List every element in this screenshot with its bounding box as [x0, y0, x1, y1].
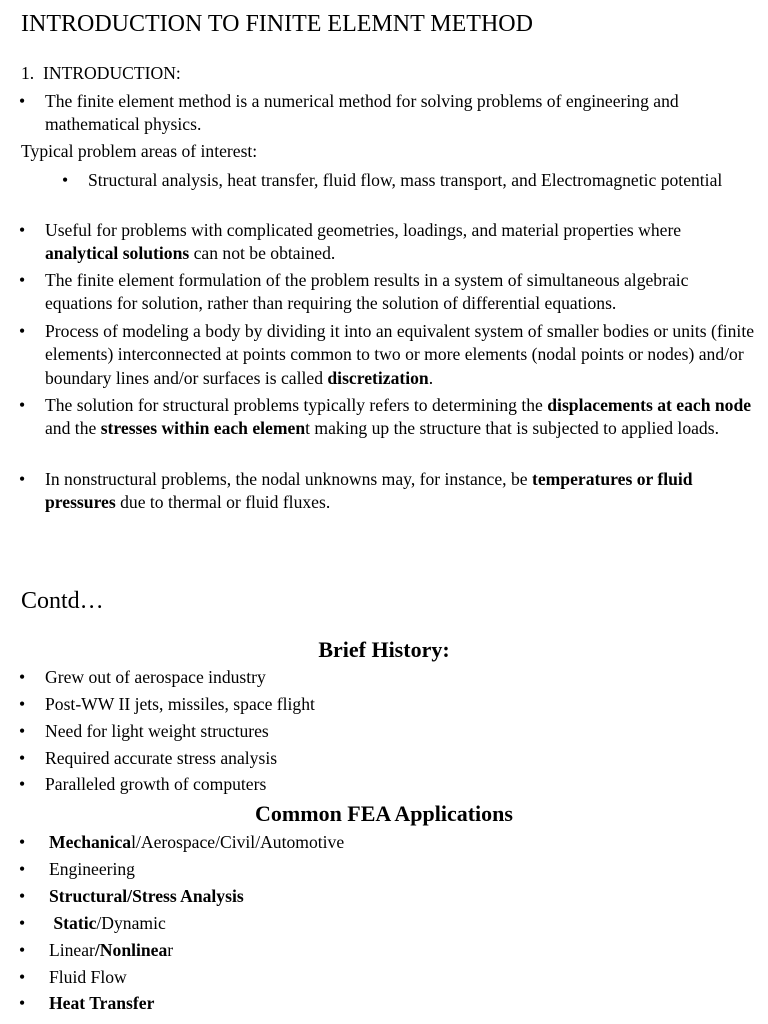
bullet-icon: • [19, 832, 26, 852]
bullet-text: The finite element method is a numerical method for solving problems of engineering and mathematical physics. [45, 91, 679, 135]
bullet-icon: • [19, 886, 26, 906]
bullet-text: Required accurate stress analysis [45, 748, 278, 768]
list-item [0, 169, 768, 216]
bullet-icon: • [19, 721, 26, 741]
bullet-icon: • [19, 667, 26, 687]
applications-heading: Common FEA Applications [255, 801, 513, 826]
bullet-icon: • [19, 993, 26, 1013]
bullet-text: Fluid Flow [49, 967, 127, 987]
bullet-text: Engineering [49, 859, 135, 879]
bullet-text: Structural analysis, heat transfer, fluid flow, mass transport, and Electromagnetic potential [88, 170, 723, 190]
section-heading-text: INTRODUCTION: [43, 63, 181, 83]
bullet-text: Need for light weight structures [45, 721, 269, 741]
bullet-icon: • [19, 913, 26, 933]
bullet-text: Useful for problems with complicated geometries, loadings, and material properties where analytical solutions can not be obtained. [45, 220, 682, 264]
bullet-icon: • [62, 170, 69, 190]
bullet-text: Linear/Nonlinear [49, 940, 174, 960]
bullet-icon: • [19, 395, 26, 415]
bullet-icon: • [19, 859, 26, 879]
bullet-icon: • [19, 321, 26, 341]
bullet-icon: • [19, 220, 26, 240]
bullet-text: Heat Transfer [49, 993, 155, 1013]
bullet-icon: • [19, 940, 26, 960]
history-heading: Brief History: [318, 637, 450, 662]
bullet-icon: • [19, 469, 26, 489]
bullet-icon: • [19, 694, 26, 714]
list-item [0, 90, 768, 137]
bullet-text: Static/Dynamic [49, 913, 166, 933]
bullet-icon: • [19, 748, 26, 768]
bullet-text: The solution for structural problems typically refers to determining the displacements at each node and the stresses within each element making up the structure that is subjected to applied loads. [45, 395, 752, 439]
section-number: 1. [21, 63, 35, 83]
section-heading-introduction [21, 62, 181, 85]
bullet-text: The finite element formulation of the problem results in a system of simultaneous algebraic equations for solution, rather than requiring the solution of differential equations. [45, 270, 689, 314]
bullet-icon: • [19, 270, 26, 290]
bullet-text: In nonstructural problems, the nodal unknowns may, for instance, be temperatures or fluid pressures due to thermal or fluid fluxes. [45, 469, 693, 513]
contd-heading: Contd… [21, 588, 104, 614]
page-title: INTRODUCTION TO FINITE ELEMNT METHOD [21, 11, 533, 37]
bullet-text: Mechanical/Aerospace/Civil/Automotive [49, 832, 345, 852]
bullet-text: Grew out of aerospace industry [45, 667, 266, 687]
typical-areas-label: Typical problem areas of interest: [21, 141, 258, 161]
bullet-text: Process of modeling a body by dividing it into an equivalent system of smaller bodies or units (finite elements) interconnected at points common to two or more elements (nodal points or nodes) and/or boundary lines and/or surfaces is called discretization. [45, 321, 755, 388]
bullet-icon: • [19, 967, 26, 987]
bullet-text: Structural/Stress Analysis [49, 886, 244, 906]
bullet-text: Paralleled growth of computers [45, 774, 267, 794]
bullet-text: Post-WW II jets, missiles, space flight [45, 694, 315, 714]
bullet-icon: • [19, 774, 26, 794]
bullet-icon: • [19, 91, 26, 111]
